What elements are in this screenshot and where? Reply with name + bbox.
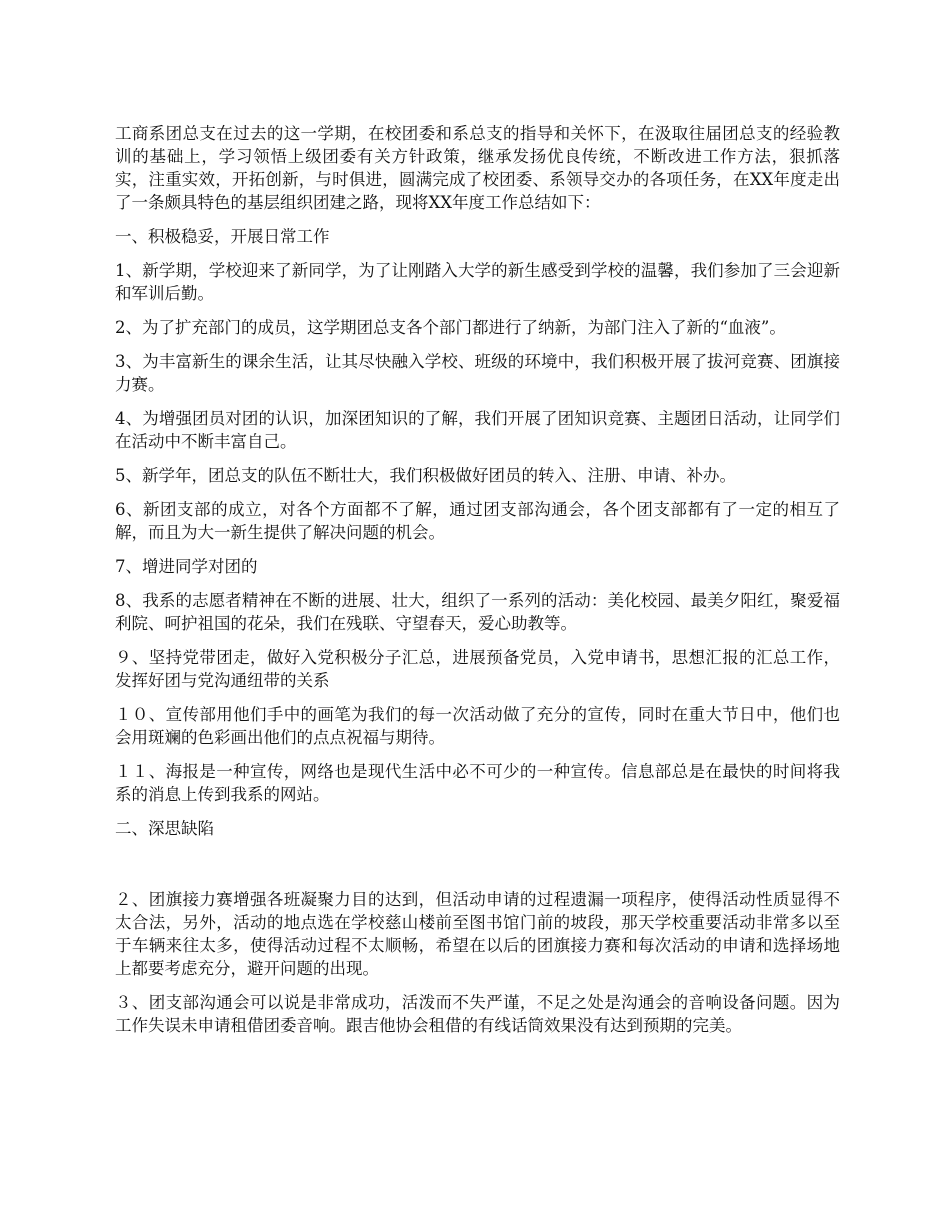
list-item: 7、增进同学对团的: [115, 557, 258, 576]
list-item: 4、为增强团员对团的认识，加深团知识的了解，我们开展了团知识竞赛、主题团日活动，让同学们在活动中不断丰富自己。: [115, 409, 840, 451]
list-item: 6、新团支部的成立，对各个方面都不了解，通过团支部沟通会，各个团支部都有了一定的相互了解，而且为大一新生提供了解决问题的机会。: [115, 500, 840, 542]
list-item: ２、团旗接力赛增强各班凝聚力目的达到，但活动申请的过程遗漏一项程序，使得活动性质显得不太合法，另外，活动的地点选在学校慈山楼前至图书馆门前的坡段，那天学校重要活动非常多以至于车辆来往太多，使得活动过程不太顺畅，希望在以后的团旗接力赛和每次活动的申请和选择场地上都要考虑充分，避开问题的出现。: [115, 890, 840, 978]
list-item: 1、新学期，学校迎来了新同学，为了让刚踏入大学的新生感受到学校的温馨，我们参加了三会迎新和军训后勤。: [115, 261, 840, 303]
list-item: 8、我系的志愿者精神在不断的进展、壮大，组织了一系列的活动：美化校园、最美夕阳红，聚爱福利院、呵护祖国的花朵，我们在残联、守望春天，爱心助教等。: [115, 591, 840, 633]
intro-paragraph: 工商系团总支在过去的这一学期，在校团委和系总支的指导和关怀下，在汲取往届团总支的经验教训的基础上，学习领悟上级团委有关方针政策，继承发扬优良传统，不断改进工作方法，狠抓落实，注重实效，开拓创新，与时俱进，圆满完成了校团委、系领导交办的各项任务，在XX年度走出了一条颇具特色的基层组织团建之路，现将XX年度工作总结如下：: [115, 124, 840, 212]
list-item: ３、团支部沟通会可以说是非常成功，活泼而不失严谨，不足之处是沟通会的音响设备问题。因为工作失误未申请租借团委音响。跟吉他协会租借的有线话筒效果没有达到预期的完美。: [115, 993, 840, 1035]
list-item: 3、为丰富新生的课余生活，让其尽快融入学校、班级的环境中，我们积极开展了拔河竞赛、团旗接力赛。: [115, 352, 840, 394]
blank-space: [115, 851, 840, 888]
list-item: 2、为了扩充部门的成员，这学期团总支各个部门都进行了纳新，为部门注入了新的“血液”。: [115, 318, 786, 337]
list-item: １０、宣传部用他们手中的画笔为我们的每一次活动做了充分的宣传，同时在重大节日中，他们也会用斑斓的色彩画出他们的点点祝福与期待。: [115, 705, 840, 747]
section-heading-daily-work: 一、积极稳妥，开展日常工作: [115, 227, 330, 246]
section-heading-shortcomings: 二、深思缺陷: [115, 819, 214, 838]
list-item: ９、坚持党带团走，做好入党积极分子汇总，进展预备党员，入党申请书，思想汇报的汇总工作，发挥好团与党沟通纽带的关系: [115, 648, 840, 690]
document-body: [115, 122, 840, 1048]
list-item: １１、海报是一种宣传，网络也是现代生活中必不可少的一种宣传。信息部总是在最快的时间将我系的消息上传到我系的网站。: [115, 762, 840, 804]
list-item: 5、新学年，团总支的队伍不断壮大，我们积极做好团员的转入、注册、申请、补办。: [115, 466, 736, 485]
